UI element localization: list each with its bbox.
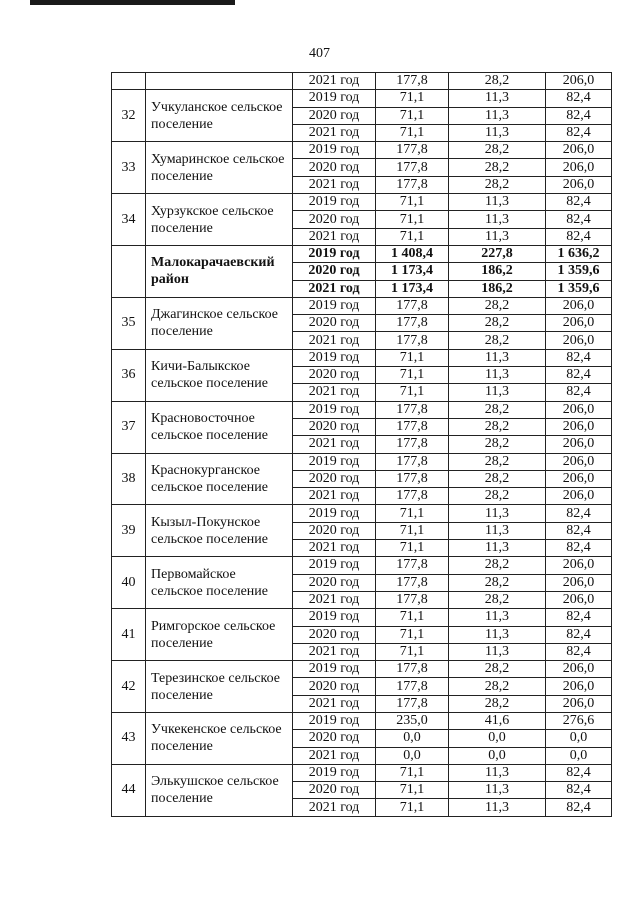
year-cell: 2020 год: [293, 159, 376, 176]
row-number-cell: 38: [112, 453, 146, 505]
total-cell: 206,0: [546, 436, 612, 453]
value-cell: 71,1: [376, 228, 449, 245]
total-cell: 82,4: [546, 764, 612, 781]
year-cell: 2020 год: [293, 211, 376, 228]
value-cell: 0,0: [449, 747, 546, 764]
value-cell: 177,8: [376, 159, 449, 176]
total-cell: 82,4: [546, 643, 612, 660]
value-cell: 28,2: [449, 332, 546, 349]
value-cell: 71,1: [376, 609, 449, 626]
total-cell: 206,0: [546, 591, 612, 608]
value-cell: 0,0: [449, 730, 546, 747]
value-cell: 177,8: [376, 661, 449, 678]
value-cell: 28,2: [449, 436, 546, 453]
table-row: [112, 90, 612, 107]
value-cell: 11,3: [449, 349, 546, 366]
year-cell: 2020 год: [293, 522, 376, 539]
value-cell: 28,2: [449, 73, 546, 90]
value-cell: 177,8: [376, 401, 449, 418]
value-cell: 28,2: [449, 488, 546, 505]
year-cell: 2021 год: [293, 280, 376, 297]
total-cell: 206,0: [546, 418, 612, 435]
value-cell: 177,8: [376, 315, 449, 332]
value-cell: 28,2: [449, 661, 546, 678]
total-cell: 82,4: [546, 609, 612, 626]
row-number-cell: 32: [112, 90, 146, 142]
value-cell: 177,8: [376, 453, 449, 470]
year-cell: 2020 год: [293, 367, 376, 384]
value-cell: 177,8: [376, 488, 449, 505]
row-number-cell: 43: [112, 712, 146, 764]
total-cell: 206,0: [546, 678, 612, 695]
year-cell: 2019 год: [293, 557, 376, 574]
settlement-name-cell: Кичи-Балыкское сельское поселение: [146, 349, 293, 401]
settlement-name-cell: Кызыл-Покунское сельское поселение: [146, 505, 293, 557]
year-cell: 2020 год: [293, 730, 376, 747]
row-number-cell: 39: [112, 505, 146, 557]
settlement-name-cell: Красновосточное сельское поселение: [146, 401, 293, 453]
value-cell: 11,3: [449, 194, 546, 211]
value-cell: 177,8: [376, 574, 449, 591]
year-cell: 2021 год: [293, 73, 376, 90]
value-cell: 71,1: [376, 764, 449, 781]
total-cell: 0,0: [546, 747, 612, 764]
value-cell: 177,8: [376, 557, 449, 574]
value-cell: 28,2: [449, 470, 546, 487]
total-cell: 206,0: [546, 488, 612, 505]
table-row: [112, 297, 612, 314]
value-cell: 177,8: [376, 297, 449, 314]
row-number-cell: 33: [112, 142, 146, 194]
year-cell: 2019 год: [293, 401, 376, 418]
value-cell: 71,1: [376, 90, 449, 107]
page-number: 407: [309, 46, 330, 61]
total-cell: 206,0: [546, 470, 612, 487]
year-cell: 2020 год: [293, 418, 376, 435]
value-cell: 177,8: [376, 591, 449, 608]
value-cell: 11,3: [449, 609, 546, 626]
table-row: [112, 661, 612, 678]
year-cell: 2021 год: [293, 124, 376, 141]
value-cell: 11,3: [449, 211, 546, 228]
total-cell: 206,0: [546, 695, 612, 712]
value-cell: 28,2: [449, 574, 546, 591]
settlement-name-cell: Элькушское сельское поселение: [146, 764, 293, 816]
year-cell: 2021 год: [293, 332, 376, 349]
total-cell: 1 359,6: [546, 263, 612, 280]
value-cell: 177,8: [376, 436, 449, 453]
table-row: [112, 245, 612, 262]
value-cell: 11,3: [449, 228, 546, 245]
year-cell: 2021 год: [293, 591, 376, 608]
total-cell: 0,0: [546, 730, 612, 747]
row-number-cell: [112, 245, 146, 297]
total-cell: 1 636,2: [546, 245, 612, 262]
value-cell: 11,3: [449, 799, 546, 816]
settlement-name-cell: Краснокурганское сельское поселение: [146, 453, 293, 505]
total-cell: 1 359,6: [546, 280, 612, 297]
table-row: [112, 712, 612, 729]
settlement-name-cell: Хумаринское сельское поселение: [146, 142, 293, 194]
value-cell: 11,3: [449, 643, 546, 660]
value-cell: 1 408,4: [376, 245, 449, 262]
row-number-cell: 34: [112, 194, 146, 246]
settlement-name-cell: Первомайское сельское поселение: [146, 557, 293, 609]
value-cell: 71,1: [376, 626, 449, 643]
year-cell: 2021 год: [293, 176, 376, 193]
table-row: [112, 142, 612, 159]
value-cell: 28,2: [449, 418, 546, 435]
total-cell: 206,0: [546, 73, 612, 90]
value-cell: 71,1: [376, 367, 449, 384]
total-cell: 82,4: [546, 626, 612, 643]
year-cell: 2019 год: [293, 349, 376, 366]
value-cell: 71,1: [376, 349, 449, 366]
year-cell: 2020 год: [293, 626, 376, 643]
value-cell: 177,8: [376, 332, 449, 349]
settlement-name-cell: [146, 73, 293, 90]
year-cell: 2020 год: [293, 574, 376, 591]
year-cell: 2019 год: [293, 661, 376, 678]
total-cell: 206,0: [546, 159, 612, 176]
year-cell: 2021 год: [293, 799, 376, 816]
value-cell: 11,3: [449, 626, 546, 643]
table-row: [112, 349, 612, 366]
total-cell: 82,4: [546, 124, 612, 141]
year-cell: 2020 год: [293, 107, 376, 124]
value-cell: 177,8: [376, 678, 449, 695]
settlement-name-cell: Римгорское сельское поселение: [146, 609, 293, 661]
total-cell: 206,0: [546, 297, 612, 314]
value-cell: 11,3: [449, 782, 546, 799]
value-cell: 235,0: [376, 712, 449, 729]
table-row: [112, 453, 612, 470]
value-cell: 28,2: [449, 315, 546, 332]
total-cell: 82,4: [546, 782, 612, 799]
value-cell: 28,2: [449, 453, 546, 470]
value-cell: 11,3: [449, 764, 546, 781]
value-cell: 71,1: [376, 211, 449, 228]
value-cell: 11,3: [449, 107, 546, 124]
year-cell: 2019 год: [293, 194, 376, 211]
budget-table: [111, 72, 612, 817]
row-number-cell: 41: [112, 609, 146, 661]
value-cell: 28,2: [449, 678, 546, 695]
value-cell: 177,8: [376, 142, 449, 159]
value-cell: 28,2: [449, 142, 546, 159]
year-cell: 2019 год: [293, 245, 376, 262]
settlement-name-cell: Учкуланское сельское поселение: [146, 90, 293, 142]
value-cell: 11,3: [449, 124, 546, 141]
row-number-cell: 35: [112, 297, 146, 349]
year-cell: 2019 год: [293, 142, 376, 159]
value-cell: 1 173,4: [376, 263, 449, 280]
total-cell: 206,0: [546, 315, 612, 332]
value-cell: 177,8: [376, 418, 449, 435]
total-cell: 206,0: [546, 142, 612, 159]
value-cell: 71,1: [376, 384, 449, 401]
year-cell: 2021 год: [293, 384, 376, 401]
total-cell: 82,4: [546, 211, 612, 228]
row-number-cell: 40: [112, 557, 146, 609]
value-cell: 71,1: [376, 124, 449, 141]
value-cell: 1 173,4: [376, 280, 449, 297]
value-cell: 11,3: [449, 505, 546, 522]
value-cell: 177,8: [376, 695, 449, 712]
year-cell: 2021 год: [293, 436, 376, 453]
row-number-cell: 42: [112, 661, 146, 713]
total-cell: 82,4: [546, 540, 612, 557]
value-cell: 71,1: [376, 522, 449, 539]
total-cell: 82,4: [546, 90, 612, 107]
year-cell: 2021 год: [293, 695, 376, 712]
value-cell: 11,3: [449, 367, 546, 384]
row-number-cell: 37: [112, 401, 146, 453]
value-cell: 71,1: [376, 782, 449, 799]
value-cell: 28,2: [449, 557, 546, 574]
settlement-name-cell: Хурзукское сельское поселение: [146, 194, 293, 246]
year-cell: 2021 год: [293, 488, 376, 505]
table-row: [112, 764, 612, 781]
total-cell: 82,4: [546, 799, 612, 816]
year-cell: 2021 год: [293, 747, 376, 764]
total-cell: 82,4: [546, 505, 612, 522]
settlement-name-cell: Терезинское сельское поселение: [146, 661, 293, 713]
total-cell: 82,4: [546, 367, 612, 384]
value-cell: 0,0: [376, 747, 449, 764]
total-cell: 82,4: [546, 522, 612, 539]
value-cell: 71,1: [376, 799, 449, 816]
value-cell: 71,1: [376, 505, 449, 522]
value-cell: 177,8: [376, 470, 449, 487]
value-cell: 186,2: [449, 263, 546, 280]
total-cell: 276,6: [546, 712, 612, 729]
year-cell: 2020 год: [293, 263, 376, 280]
value-cell: 0,0: [376, 730, 449, 747]
table-row: [112, 194, 612, 211]
total-cell: 206,0: [546, 453, 612, 470]
year-cell: 2019 год: [293, 764, 376, 781]
total-cell: 82,4: [546, 349, 612, 366]
value-cell: 11,3: [449, 90, 546, 107]
value-cell: 28,2: [449, 591, 546, 608]
total-cell: 206,0: [546, 332, 612, 349]
table-row: [112, 73, 612, 90]
year-cell: 2019 год: [293, 712, 376, 729]
total-cell: 206,0: [546, 557, 612, 574]
total-cell: 206,0: [546, 401, 612, 418]
settlement-name-cell: Джагинское сельское поселение: [146, 297, 293, 349]
row-number-cell: 44: [112, 764, 146, 816]
year-cell: 2020 год: [293, 678, 376, 695]
value-cell: 11,3: [449, 384, 546, 401]
year-cell: 2021 год: [293, 540, 376, 557]
header-rule: [30, 0, 235, 5]
table-row: [112, 557, 612, 574]
value-cell: 71,1: [376, 194, 449, 211]
value-cell: 28,2: [449, 159, 546, 176]
total-cell: 206,0: [546, 574, 612, 591]
value-cell: 71,1: [376, 540, 449, 557]
total-cell: 206,0: [546, 176, 612, 193]
table-row: [112, 505, 612, 522]
year-cell: 2019 год: [293, 505, 376, 522]
value-cell: 177,8: [376, 73, 449, 90]
settlement-name-cell: Учкекенское сельское поселение: [146, 712, 293, 764]
year-cell: 2021 год: [293, 228, 376, 245]
value-cell: 28,2: [449, 297, 546, 314]
value-cell: 11,3: [449, 540, 546, 557]
total-cell: 82,4: [546, 107, 612, 124]
row-number-cell: [112, 73, 146, 90]
settlement-name-cell: Малокарачаевский район: [146, 245, 293, 297]
value-cell: 71,1: [376, 107, 449, 124]
total-cell: 82,4: [546, 384, 612, 401]
year-cell: 2020 год: [293, 782, 376, 799]
value-cell: 71,1: [376, 643, 449, 660]
year-cell: 2019 год: [293, 90, 376, 107]
table-row: [112, 401, 612, 418]
year-cell: 2019 год: [293, 453, 376, 470]
table-row: [112, 609, 612, 626]
value-cell: 28,2: [449, 401, 546, 418]
total-cell: 206,0: [546, 661, 612, 678]
year-cell: 2020 год: [293, 470, 376, 487]
value-cell: 41,6: [449, 712, 546, 729]
row-number-cell: 36: [112, 349, 146, 401]
value-cell: 177,8: [376, 176, 449, 193]
value-cell: 227,8: [449, 245, 546, 262]
total-cell: 82,4: [546, 228, 612, 245]
value-cell: 186,2: [449, 280, 546, 297]
value-cell: 11,3: [449, 522, 546, 539]
table-body: [112, 73, 612, 817]
value-cell: 28,2: [449, 176, 546, 193]
year-cell: 2020 год: [293, 315, 376, 332]
year-cell: 2019 год: [293, 609, 376, 626]
value-cell: 28,2: [449, 695, 546, 712]
year-cell: 2021 год: [293, 643, 376, 660]
year-cell: 2019 год: [293, 297, 376, 314]
total-cell: 82,4: [546, 194, 612, 211]
